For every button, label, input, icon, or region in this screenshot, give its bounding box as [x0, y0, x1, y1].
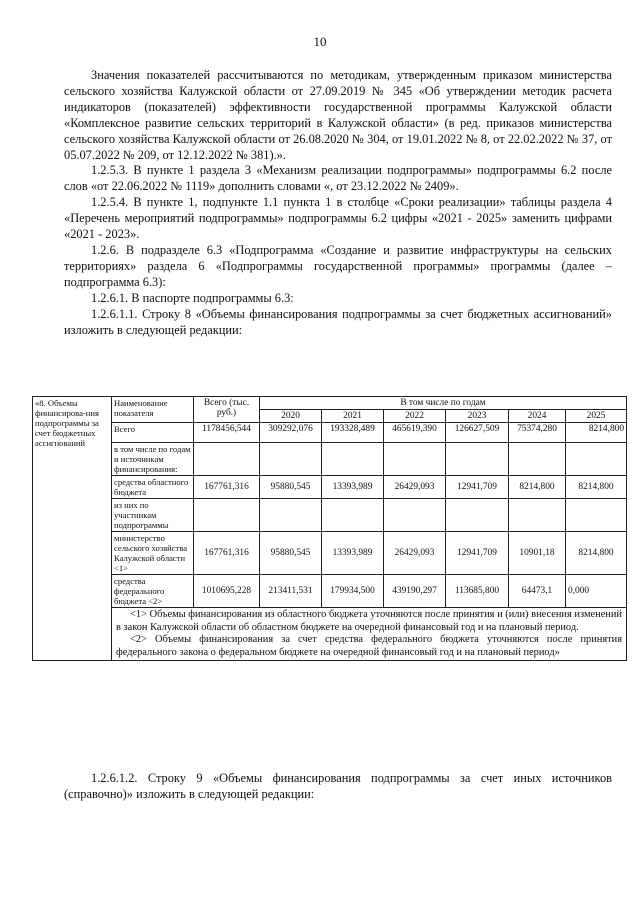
cell-value: 95880,545 [260, 532, 322, 575]
row-name: средства областного бюджета [112, 476, 194, 499]
cell-value: 26429,093 [384, 532, 446, 575]
cell-value: 95880,545 [260, 476, 322, 499]
after-text [64, 771, 612, 803]
paragraph: 1.2.6.1.2. Строку 9 «Объемы финансирования подпрограммы за счет иных источников (справочно)» изложить в следующей редакции: [64, 771, 612, 801]
row-total: 1178456,544 [194, 423, 260, 443]
header-year: 2021 [322, 410, 384, 423]
header-indicator-name: Наименование показателя [112, 397, 194, 423]
row-name: средства федерального бюджета <2> [112, 575, 194, 608]
header-total: Всего (тыс. руб.) [194, 397, 260, 423]
header-year: 2022 [384, 410, 446, 423]
cell-value: 8214,800 [509, 476, 566, 499]
cell-value: 465619,390 [384, 423, 446, 443]
row-name: министерство сельского хозяйства Калужской области <1> [112, 532, 194, 575]
cell-value: 179934,500 [322, 575, 384, 608]
cell-value: 13393,989 [322, 532, 384, 575]
row-name: из них по участникам подпрограммы [112, 499, 194, 532]
table-row [33, 499, 627, 532]
header-year: 2020 [260, 410, 322, 423]
cell-value: 10901,18 [509, 532, 566, 575]
table-row [33, 423, 627, 443]
row-total: 167761,316 [194, 476, 260, 499]
note-1: <1> Объемы финансирования из областного бюджета уточняются после принятия и (или) внесения изменений в закон Калужской области об областном бюджете на очередной финансовый год и на плановый период. [116, 609, 622, 633]
row-total: 167761,316 [194, 532, 260, 575]
paragraph: 1.2.5.4. В пункте 1, подпункте 1.1 пункта 1 в столбце «Сроки реализации» таблицы раздела 4 «Перечень мероприятий подпрограммы» подпрограммы 6.2 цифры «2021 - 2025» заменить цифрами «2021 - 2023». [64, 195, 612, 242]
row-name: в том числе по годам и источникам финансирования: [112, 443, 194, 476]
cell-value: 309292,076 [260, 423, 322, 443]
cell-value: 12941,709 [446, 476, 509, 499]
cell-value: 439190,297 [384, 575, 446, 608]
cell-value: 12941,709 [446, 532, 509, 575]
paragraph: 1.2.5.3. В пункте 1 раздела 3 «Механизм реализации подпрограммы» подпрограммы 6.2 после слов «от 22.06.2022 № 1119» дополнить словами «, от 23.12.2022 № 2409». [64, 163, 612, 194]
table-row [33, 476, 627, 499]
header-year: 2023 [446, 410, 509, 423]
row-total: 1010695,228 [194, 575, 260, 608]
paragraph: 1.2.6.1.1. Строку 8 «Объемы финансирования подпрограммы за счет бюджетных ассигнований» изложить в следующей редакции: [64, 306, 612, 337]
cell-value: 8214,800 [566, 423, 627, 443]
notes-row [33, 608, 627, 661]
paragraph: Значения показателей рассчитываются по методикам, утвержденным приказом министерства сельского хозяйства Калужской области от 27.09.2019 № 345 «Об утверждении методик расчета индикаторов (показателей) эффективности государственной программы Калужской области «Комплексное развитие сельских территорий в Калужской области» (в ред. приказов министерства сельского хозяйства Калужской области от 26.08.2020 № 304, от 19.01.2022 № 8, от 22.02.2022 № 37, от 05.07.2022 № 209, от 12.12.2022 № 381).». [64, 68, 612, 162]
cell-value: 8214,800 [566, 532, 627, 575]
table-row [33, 575, 627, 608]
paragraph: 1.2.6. В подразделе 6.3 «Подпрограмма «Создание и развитие инфраструктуры на сельских территориях» раздела 6 «Подпрограммы государственной программы» программы (далее – подпрограмма 6.3): [64, 242, 612, 289]
note-2: <2> Объемы финансирования за счет средства федерального бюджета уточняются после принятия федерального закона о федеральном бюджете на очередной финансовый год и на плановый период» [116, 634, 622, 658]
table-row [33, 532, 627, 575]
cell-value: 193328,489 [322, 423, 384, 443]
row-name: Всего [112, 423, 194, 443]
header-year: 2025 [566, 410, 627, 423]
page-number: 10 [313, 34, 327, 49]
cell-value: 113685,800 [446, 575, 509, 608]
header-by-years: В том числе по годам [260, 397, 627, 410]
cell-value: 26429,093 [384, 476, 446, 499]
cell-value: 8214,800 [566, 476, 627, 499]
cell-value: 126627,509 [446, 423, 509, 443]
body-text [64, 68, 612, 338]
financing-table [32, 396, 627, 661]
cell-value: 64473,1 [509, 575, 566, 608]
cell-value: 0,000 [566, 575, 627, 608]
row-title-cell: «8. Объемы финансирова-ния подпрограммы за счет бюджетных ассигнований [33, 397, 112, 661]
cell-value: 75374,280 [509, 423, 566, 443]
paragraph: 1.2.6.1. В паспорте подпрограммы 6.3: [91, 290, 294, 305]
cell-value: 13393,989 [322, 476, 384, 499]
table-notes [112, 608, 627, 661]
table-row [33, 443, 627, 476]
cell-value: 213411,531 [260, 575, 322, 608]
header-year: 2024 [509, 410, 566, 423]
